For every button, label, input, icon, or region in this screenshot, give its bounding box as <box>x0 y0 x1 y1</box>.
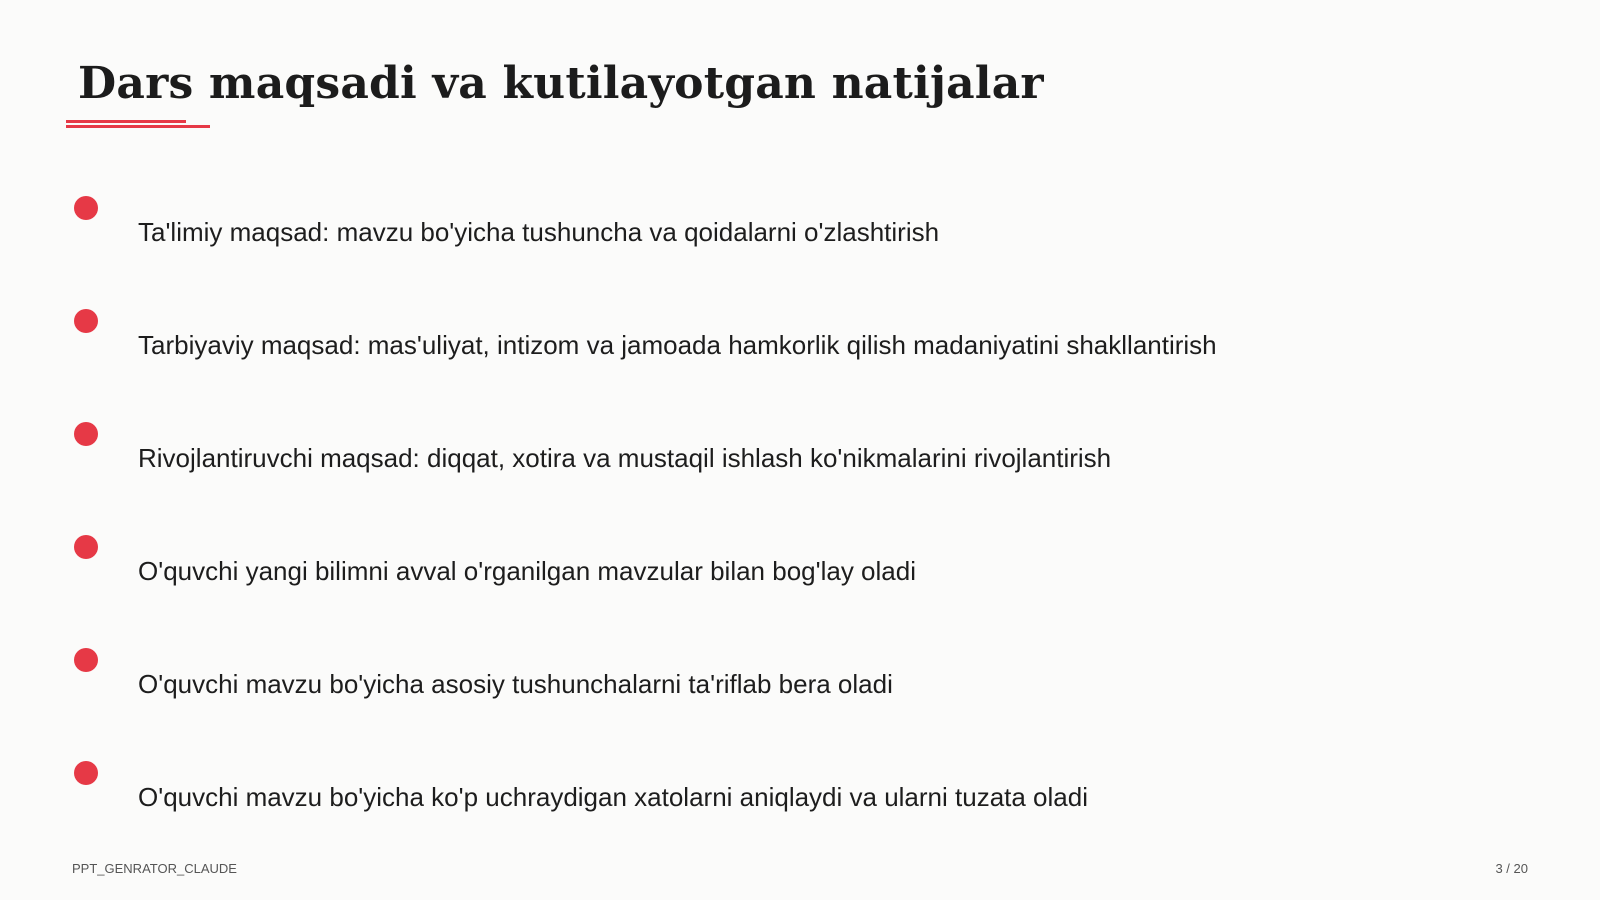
title-underline-decoration <box>66 120 210 127</box>
bullet-item <box>0 196 1500 276</box>
bullet-dot-icon <box>74 196 98 220</box>
bullet-dot-icon <box>74 761 98 785</box>
title-underline-top-line <box>66 120 186 123</box>
bullet-dot-icon <box>74 648 98 672</box>
bullet-text: Tarbiyaviy maqsad: mas'uliyat, intizom va jamoada hamkorlik qilish madaniyatini shakllantirish <box>138 330 1217 360</box>
bullet-text: O'quvchi mavzu bo'yicha ko'p uchraydigan xatolarni aniqlaydi va ularni tuzata oladi <box>138 782 1088 812</box>
bullet-text: O'quvchi yangi bilimni avval o'rganilgan mavzular bilan bog'lay oladi <box>138 556 916 586</box>
bullet-text: Ta'limiy maqsad: mavzu bo'yicha tushuncha va qoidalarni o'zlashtirish <box>138 217 940 247</box>
title-underline-bottom-line <box>66 125 210 128</box>
slide-title: Dars maqsadi va kutilayotgan natijalar <box>78 58 1044 109</box>
bullet-item <box>0 309 1500 389</box>
bullet-item <box>0 535 1500 615</box>
footer-source-label: PPT_GENRATOR_CLAUDE <box>72 861 237 876</box>
bullet-dot-icon <box>74 535 98 559</box>
footer-page-indicator: 3 / 20 <box>1495 861 1528 876</box>
bullet-text: O'quvchi mavzu bo'yicha asosiy tushunchalarni ta'riflab bera oladi <box>138 669 893 699</box>
bullet-text: Rivojlantiruvchi maqsad: diqqat, xotira va mustaqil ishlash ko'nikmalarini rivojlantirish <box>138 443 1112 473</box>
bullet-item <box>0 422 1500 502</box>
bullet-item <box>0 761 1500 841</box>
bullet-item <box>0 648 1500 728</box>
bullet-dot-icon <box>74 309 98 333</box>
bullet-dot-icon <box>74 422 98 446</box>
